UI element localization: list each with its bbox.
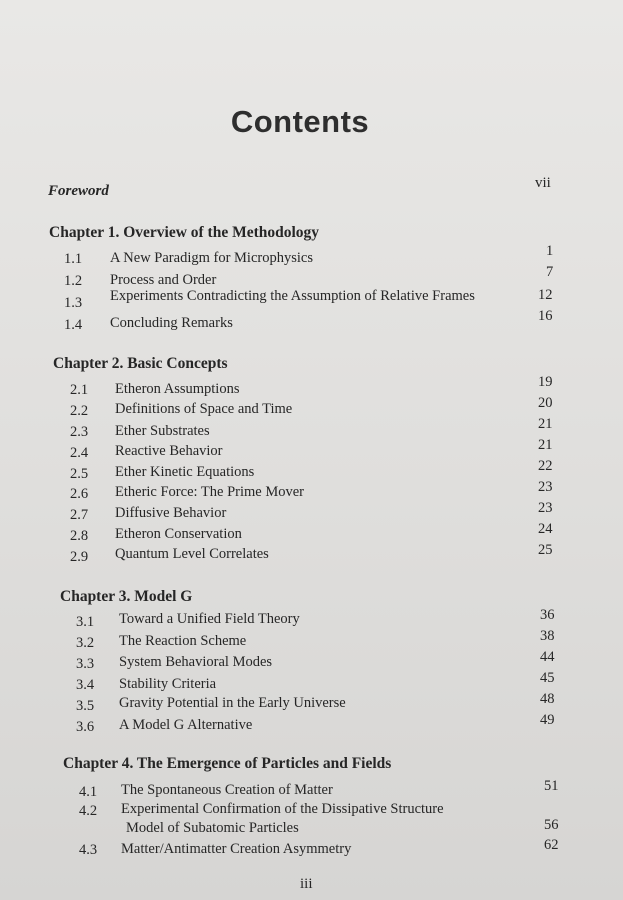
entry-title-continued: Model of Subatomic Particles <box>126 820 299 836</box>
entry-title: Reactive Behavior <box>115 443 223 459</box>
entry-page: 22 <box>538 458 553 474</box>
entry-title: Quantum Level Correlates <box>115 546 269 562</box>
foreword-label: Foreword <box>48 183 109 199</box>
entry-page: 56 <box>544 817 559 833</box>
entry-number: 2.2 <box>70 403 89 419</box>
entry-number: 3.2 <box>76 635 95 651</box>
chapter-2-heading: Chapter 2. Basic Concepts <box>53 355 228 372</box>
entry-title: A Model G Alternative <box>119 717 253 733</box>
foreword-page: vii <box>535 175 551 191</box>
entry-page: 20 <box>538 395 553 411</box>
entry-title: Process and Order <box>110 272 217 288</box>
page-title: Contents <box>230 104 370 139</box>
entry-number: 4.2 <box>79 803 98 819</box>
entry-title: Toward a Unified Field Theory <box>119 611 300 627</box>
entry-title: The Spontaneous Creation of Matter <box>121 782 333 798</box>
chapter-3-heading: Chapter 3. Model G <box>60 588 193 605</box>
entry-title: Definitions of Space and Time <box>115 401 293 417</box>
entry-title: The Reaction Scheme <box>119 633 247 649</box>
entry-number: 3.6 <box>76 719 95 735</box>
page-number: iii <box>300 876 313 892</box>
entry-number: 1.3 <box>64 295 83 311</box>
entry-page: 25 <box>538 542 553 558</box>
entry-page: 24 <box>538 521 553 537</box>
entry-title: Etheron Conservation <box>115 526 242 542</box>
entry-title: Etheric Force: The Prime Mover <box>115 484 304 500</box>
entry-title: Matter/Antimatter Creation Asymmetry <box>121 841 352 857</box>
entry-page: 62 <box>544 837 559 853</box>
entry-title: Experimental Confirmation of the Dissipative Structure <box>121 801 444 817</box>
entry-number: 2.1 <box>70 382 89 398</box>
entry-number: 3.3 <box>76 656 95 672</box>
entry-number: 1.4 <box>64 317 83 333</box>
entry-page: 7 <box>546 264 554 280</box>
entry-title: Diffusive Behavior <box>115 505 227 521</box>
entry-number: 2.3 <box>70 424 89 440</box>
entry-title: Concluding Remarks <box>110 315 233 331</box>
entry-title: Gravity Potential in the Early Universe <box>119 695 346 711</box>
entry-number: 1.2 <box>64 273 83 289</box>
entry-title: Etheron Assumptions <box>115 381 240 397</box>
entry-page: 16 <box>538 308 553 324</box>
entry-number: 3.4 <box>76 677 95 693</box>
entry-number: 4.1 <box>79 784 98 800</box>
chapter-1-heading: Chapter 1. Overview of the Methodology <box>49 224 320 241</box>
entry-number: 2.7 <box>70 507 89 523</box>
entry-number: 2.8 <box>70 528 89 544</box>
entry-page: 21 <box>538 416 553 432</box>
entry-title: Stability Criteria <box>119 676 217 692</box>
entry-number: 3.1 <box>76 614 95 630</box>
entry-page: 21 <box>538 437 553 453</box>
entry-page: 19 <box>538 374 553 390</box>
entry-page: 49 <box>540 712 555 728</box>
entry-number: 3.5 <box>76 698 95 714</box>
chapter-4-heading: Chapter 4. The Emergence of Particles and Fields <box>63 755 392 772</box>
entry-page: 36 <box>540 607 555 623</box>
entry-page: 12 <box>538 287 553 303</box>
entry-page: 51 <box>544 778 559 794</box>
entry-page: 23 <box>538 500 553 516</box>
entry-page: 48 <box>540 691 555 707</box>
entry-number: 2.9 <box>70 549 89 565</box>
entry-page: 44 <box>540 649 555 665</box>
entry-title: Experiments Contradicting the Assumption of Relative Frames <box>110 288 475 304</box>
entry-title: A New Paradigm for Microphysics <box>110 250 313 266</box>
entry-number: 2.6 <box>70 486 89 502</box>
entry-title: Ether Kinetic Equations <box>115 464 255 480</box>
entry-number: 2.4 <box>70 445 89 461</box>
entry-page: 1 <box>546 243 554 259</box>
entry-number: 1.1 <box>64 251 83 267</box>
entry-page: 45 <box>540 670 555 686</box>
entry-number: 4.3 <box>79 842 98 858</box>
entry-number: 2.5 <box>70 466 89 482</box>
entry-title: Ether Substrates <box>115 423 210 439</box>
entry-page: 38 <box>540 628 555 644</box>
entry-title: System Behavioral Modes <box>119 654 273 670</box>
entry-page: 23 <box>538 479 553 495</box>
